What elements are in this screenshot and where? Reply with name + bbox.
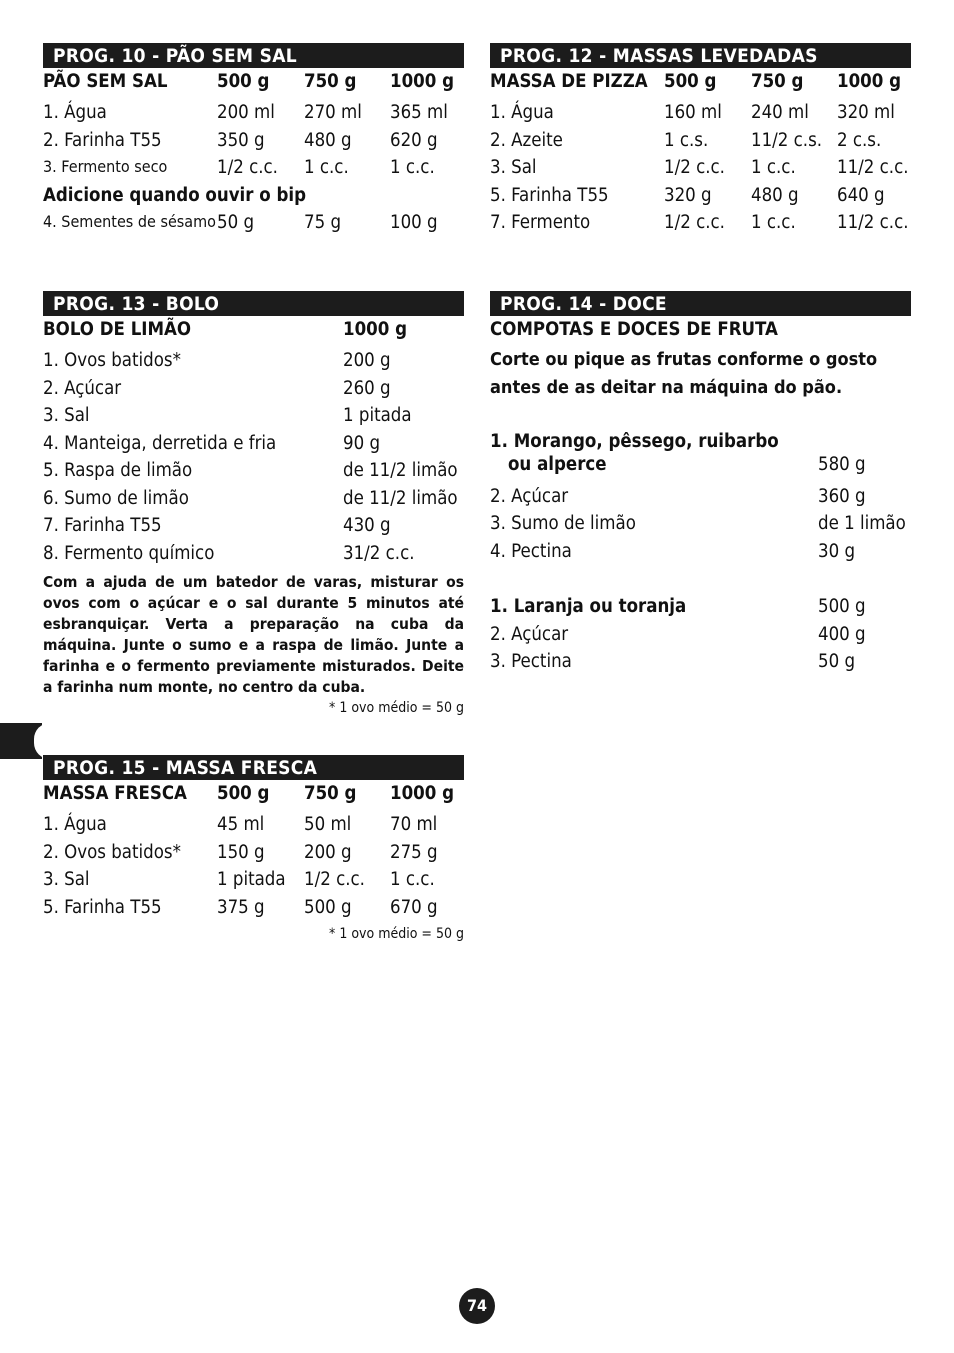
section-title: PROG. 15 - MASSA FRESCA: [43, 755, 464, 780]
table-row: 3. Sal 1 pitada: [43, 405, 412, 426]
table-row: 5. Farinha T55 375 g 500 g 670 g: [43, 896, 438, 918]
section-title: PROG. 12 - MASSAS LEVEDADAS: [490, 43, 911, 68]
table-row: 2. Farinha T55 350 g 480 g 620 g: [43, 129, 438, 151]
section-title: PROG. 13 - BOLO: [43, 291, 464, 316]
table-row: 2. Ovos batidos* 150 g 200 g 275 g: [43, 841, 438, 863]
section-prog-10: [43, 43, 464, 236]
table-row: 1. Ovos batidos* 200 g: [43, 350, 391, 371]
section-title: PROG. 10 - PÃO SEM SAL: [43, 43, 464, 68]
table-row: 3. Sal 1/2 c.c. 1 c.c. 11/2 c.c.: [490, 157, 909, 178]
table-row: 4. Pectina 30 g: [490, 540, 856, 562]
section-prog-14: [490, 291, 911, 675]
table-row: 2. Açúcar 360 g: [490, 485, 866, 507]
table-row: 3. Fermento seco 1/2 c.c. 1 c.c. 1 c.c.: [43, 157, 435, 178]
table-row: 3. Pectina 50 g: [490, 651, 856, 672]
table-row: 4. Sementes de sésamo 50 g 75 g 100 g: [43, 212, 438, 233]
section-prog-15: [43, 755, 464, 944]
table-row: 7. Fermento 1/2 c.c. 1 c.c. 11/2 c.c.: [490, 212, 909, 233]
table-row: ou alperce 580 g: [508, 454, 866, 475]
section-prog-13: [43, 291, 464, 718]
subheading: Adicione quando ouvir o bip: [43, 184, 307, 206]
table-header: MASSA DE PIZZA 500 g 750 g 1000 g: [490, 71, 902, 92]
subtitle: COMPOTAS E DOCES DE FRUTA: [490, 319, 778, 340]
table-row: 5. Farinha T55 320 g 480 g 640 g: [490, 184, 885, 206]
section-prog-12: [490, 43, 911, 236]
table-row: 6. Sumo de limão de 11/2 limão: [43, 487, 458, 509]
page-number: 74: [459, 1288, 495, 1324]
table-header: PÃO SEM SAL 500 g 750 g 1000 g: [43, 71, 455, 92]
table-row: 1. Água 200 ml 270 ml 365 ml: [43, 102, 448, 123]
spacer: [490, 564, 911, 592]
table-row: 3. Sumo de limão de 1 limão: [490, 513, 906, 534]
block-title: 1. Morango, pêssego, ruibarbo: [490, 431, 779, 452]
footnote: * 1 ovo médio = 50 g: [329, 926, 464, 942]
footnote: * 1 ovo médio = 50 g: [329, 700, 464, 716]
table-row: 5. Raspa de limão de 11/2 limão: [43, 460, 458, 481]
table-header: MASSA FRESCA 500 g 750 g 1000 g: [43, 783, 455, 804]
table-row: 2. Azeite 1 c.s. 11/2 c.s. 2 c.s.: [490, 129, 882, 151]
table-row: 2. Açúcar 260 g: [43, 377, 391, 399]
table-row: 1. Água 45 ml 50 ml 70 ml: [43, 814, 438, 835]
table-row: 7. Farinha T55 430 g: [43, 515, 391, 536]
instructions: Com a ajuda de um batedor de varas, misturar os ovos com o açúcar e o sal durante 5 minutos até esbranquiçar. Verta a preparação na cuba da máquina. Junte o sumo e a raspa de limão. Junte a farinha e o fermento previamente misturados. Deite a farinha num monte, no centro da cuba.: [43, 573, 464, 696]
side-tab-marker: [0, 723, 42, 759]
table-header: BOLO DE LIMÃO 1000 g: [43, 319, 408, 340]
spacer: [490, 402, 911, 430]
table-row: 1. Água 160 ml 240 ml 320 ml: [490, 102, 895, 123]
table-row: 1. Laranja ou toranja 500 g: [490, 596, 866, 617]
section-title: PROG. 14 - DOCE: [490, 291, 911, 316]
intro-text: Corte ou pique as frutas conforme o gosto antes de as deitar na máquina do pão.: [490, 349, 878, 398]
table-row: 3. Sal 1 pitada 1/2 c.c. 1 c.c.: [43, 869, 435, 890]
table-row: 8. Fermento químico 31/2 c.c.: [43, 542, 415, 564]
table-row: 2. Açúcar 400 g: [490, 623, 866, 645]
table-row: 4. Manteiga, derretida e fria 90 g: [43, 432, 381, 454]
